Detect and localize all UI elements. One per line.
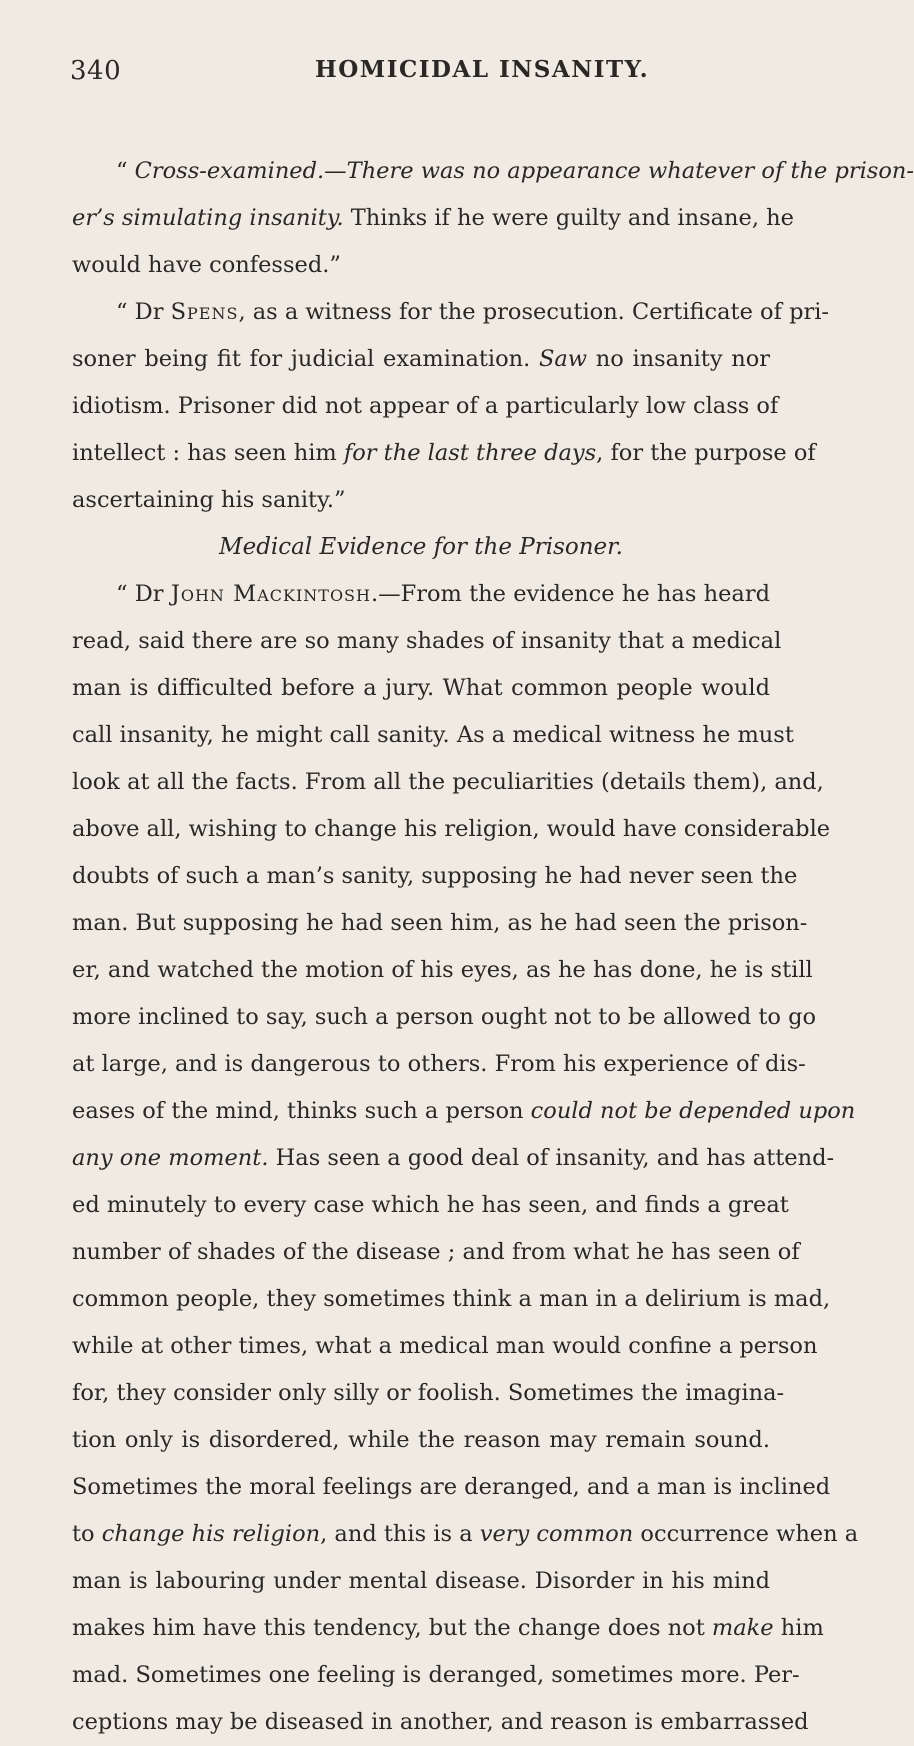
text-run: him	[773, 1615, 824, 1641]
text-run: man. But supposing he had seen him, as he had seen the prison-	[72, 910, 808, 936]
text-line	[72, 1370, 785, 1417]
text-run: , for the purpose of	[596, 440, 816, 466]
text-run: intellect : has seen him	[72, 440, 344, 466]
text-run: “	[116, 158, 135, 184]
text-line	[72, 900, 808, 947]
text-run: , and this is a	[320, 1521, 480, 1547]
text-line	[72, 1182, 789, 1229]
italic-run: could not be depended upon	[530, 1098, 856, 1124]
text-line	[72, 571, 770, 618]
text-line	[72, 1323, 818, 1370]
text-run: man is difficulted before a jury. What common people would	[72, 675, 770, 701]
text-line	[72, 1135, 835, 1182]
text-run: doubts of such a man’s sanity, supposing he had never seen the	[72, 863, 798, 889]
text-line	[72, 947, 813, 994]
text-run: common people, they sometimes think a man in a delirium is mad,	[72, 1286, 831, 1312]
text-run: more inclined to say, such a person ought not to be allowed to go	[72, 1004, 817, 1030]
text-run: makes him have this tendency, but the change does not	[72, 1615, 712, 1641]
text-run: call insanity, he might call sanity. As a medical witness he must	[72, 722, 794, 748]
text-run: Has seen a good deal of insanity, and has attend-	[268, 1145, 835, 1171]
text-line	[72, 1464, 831, 1511]
text-run: er, and watched the motion of his eyes, as he has done, he is still	[72, 957, 813, 983]
text-line	[72, 383, 779, 430]
italic-run: for the last three days	[343, 440, 597, 466]
text-run: for, they consider only silly or foolish. Sometimes the imagina-	[72, 1380, 785, 1406]
italic-run: any one moment.	[72, 1145, 269, 1171]
text-run: “ Dr	[116, 581, 171, 607]
text-run: Thinks if he were guilty and insane, he	[343, 205, 794, 231]
text-line	[72, 994, 817, 1041]
text-line	[72, 712, 794, 759]
text-line	[72, 289, 830, 336]
text-line	[72, 853, 798, 900]
text-run: man is labouring under mental disease. Disorder in his mind	[72, 1568, 770, 1594]
text-run: idiotism. Prisoner did not appear of a particularly low class of	[72, 393, 779, 419]
text-line	[72, 242, 770, 289]
text-line	[72, 1276, 831, 1323]
text-run: would have confessed.”	[72, 252, 341, 278]
section-heading: Medical Evidence for the Prisoner.	[219, 534, 623, 560]
text-run: ed minutely to every case which he has seen, and finds a great	[72, 1192, 789, 1218]
page-number: 340	[70, 56, 122, 86]
text-run: .—From the evidence he has heard	[370, 581, 770, 607]
text-line	[72, 195, 794, 242]
text-run: soner being fit for judicial examination.	[72, 346, 539, 372]
text-line	[72, 1558, 770, 1605]
text-run: occurrence when a	[633, 1521, 859, 1547]
text-line	[72, 1417, 770, 1464]
italic-run: very common	[479, 1521, 634, 1547]
text-run: above all, wishing to change his religion, would have considerable	[72, 816, 831, 842]
text-line	[72, 430, 816, 477]
text-run: Sometimes the moral feelings are deranged, and a man is inclined	[72, 1474, 831, 1500]
italic-run: Saw	[538, 346, 588, 372]
text-run: look at all the facts. From all the peculiarities (details them), and,	[72, 769, 824, 795]
page-header	[70, 56, 770, 96]
small-caps-name: John Mackintosh	[170, 581, 371, 607]
text-run: “ Dr	[116, 299, 171, 325]
text-run: ascertaining his sanity.”	[72, 487, 346, 513]
italic-run: er’s simulating insanity.	[72, 205, 344, 231]
text-line	[72, 148, 914, 195]
small-caps-name: Spens	[170, 299, 239, 325]
body-text	[72, 148, 914, 1746]
text-line	[72, 1041, 806, 1088]
text-run: number of shades of the disease ; and from what he has seen of	[72, 1239, 800, 1265]
text-line	[72, 1652, 800, 1699]
text-line	[72, 759, 824, 806]
text-line	[72, 806, 831, 853]
text-line	[72, 477, 770, 524]
text-line	[72, 1088, 856, 1135]
text-run: mad. Sometimes one feeling is deranged, sometimes more. Per-	[72, 1662, 800, 1688]
text-run: read, said there are so many shades of insanity that a medical	[72, 628, 782, 654]
running-title: HOMICIDAL INSANITY.	[315, 56, 650, 83]
text-line	[72, 665, 770, 712]
text-run: no insanity nor	[587, 346, 771, 372]
text-run: ceptions may be diseased in another, and reason is embarrassed	[72, 1709, 809, 1735]
text-run: at large, and is dangerous to others. From his experience of dis-	[72, 1051, 806, 1077]
text-run: , as a witness for the prosecution. Certificate of pri-	[238, 299, 830, 325]
text-line	[72, 1605, 824, 1652]
text-run: to	[72, 1521, 102, 1547]
text-line	[72, 336, 770, 383]
text-run: while at other times, what a medical man would confine a person	[72, 1333, 818, 1359]
text-line	[72, 1511, 859, 1558]
text-line	[72, 1699, 809, 1746]
text-run: eases of the mind, thinks such a person	[72, 1098, 531, 1124]
italic-run: change his religion	[101, 1521, 321, 1547]
italic-run: make	[711, 1615, 774, 1641]
text-run: tion only is disordered, while the reason may remain sound.	[72, 1427, 770, 1453]
italic-run: Cross-examined.—There was no appearance whatever of the prison-	[134, 158, 914, 184]
text-line	[72, 1229, 800, 1276]
text-line	[72, 618, 782, 665]
